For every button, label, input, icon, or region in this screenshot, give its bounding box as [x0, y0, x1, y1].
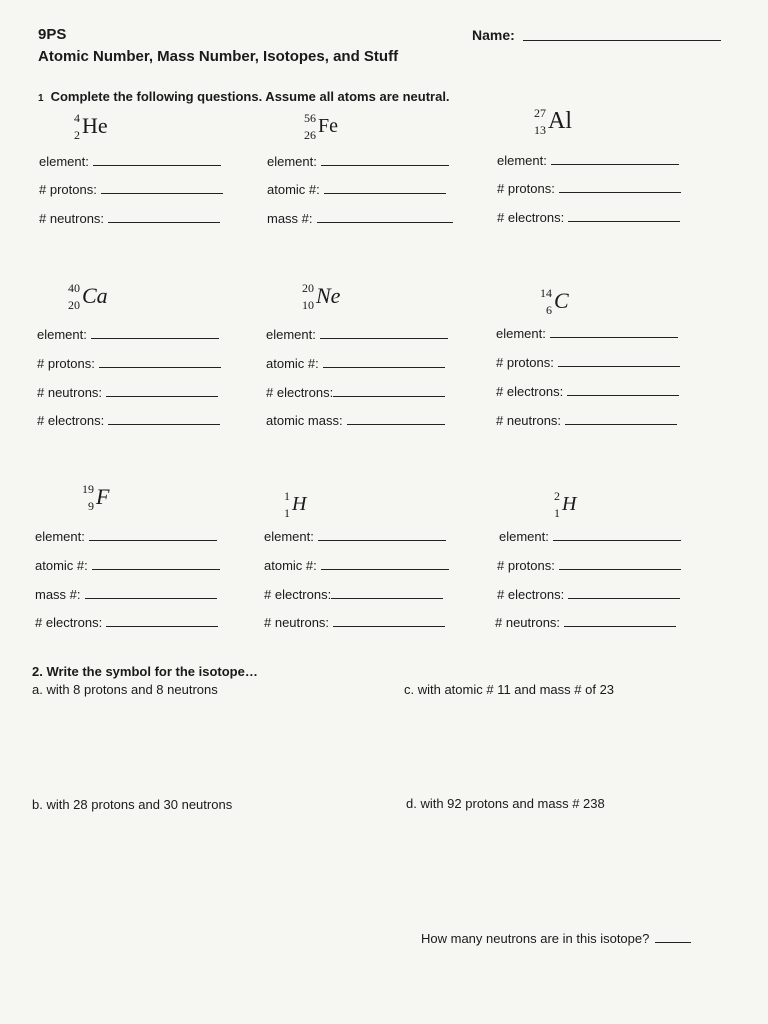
element-symbol: Fe	[318, 115, 338, 137]
field-label: # protons:	[39, 182, 97, 197]
mass-number: 40	[68, 281, 80, 295]
atomic-number: 9	[88, 499, 94, 513]
answer-field[interactable]	[264, 558, 449, 574]
atomic-number: 10	[302, 298, 314, 312]
answer-field[interactable]	[496, 413, 677, 429]
answer-blank[interactable]	[331, 588, 443, 599]
answer-field[interactable]	[264, 587, 443, 603]
field-label: element:	[497, 153, 547, 168]
field-label: # electrons:	[37, 413, 105, 428]
element-symbol: H	[562, 493, 577, 515]
field-label: atomic #:	[267, 182, 320, 197]
mass-number: 2	[554, 489, 560, 503]
atomic-number: 26	[304, 128, 316, 142]
answer-blank[interactable]	[106, 386, 218, 397]
mass-number: 56	[304, 111, 316, 125]
field-label: # neutrons:	[39, 211, 105, 226]
field-label: # electrons:	[496, 384, 564, 399]
answer-field[interactable]	[266, 327, 448, 343]
question-2c: c. with atomic # 11 and mass # of 23	[404, 682, 615, 697]
element-symbol: He	[82, 113, 108, 138]
atomic-number: 6	[546, 303, 552, 317]
neutron-question-text: How many neutrons are in this isotope?	[421, 931, 650, 946]
answer-field[interactable]	[267, 182, 446, 198]
field-label: # protons:	[37, 356, 95, 371]
field-label: atomic #:	[264, 558, 317, 573]
atomic-number: 1	[284, 506, 290, 520]
field-label: element:	[267, 154, 317, 169]
field-label: # electrons:	[497, 210, 565, 225]
answer-blank[interactable]	[108, 414, 220, 425]
answer-field[interactable]	[35, 558, 220, 574]
element-symbol: Ne	[316, 283, 341, 308]
answer-blank[interactable]	[317, 212, 453, 223]
answer-blank[interactable]	[101, 183, 223, 194]
mass-number: 20	[302, 281, 314, 295]
atomic-number: 1	[554, 506, 560, 520]
answer-field[interactable]	[39, 182, 223, 198]
answer-field[interactable]	[264, 615, 445, 631]
answer-field[interactable]	[39, 154, 221, 170]
field-label: atomic #:	[266, 356, 319, 371]
answer-field[interactable]	[496, 326, 678, 342]
answer-field[interactable]	[39, 211, 220, 227]
element-symbol: F	[96, 484, 110, 509]
field-label: element:	[35, 529, 85, 544]
question-2d: d. with 92 protons and mass # 238	[406, 796, 605, 811]
neutron-count-question	[421, 931, 691, 946]
answer-blank[interactable]	[320, 328, 448, 339]
answer-blank[interactable]	[99, 357, 221, 368]
answer-blank[interactable]	[89, 530, 217, 541]
answer-field[interactable]	[37, 327, 219, 343]
answer-field[interactable]	[497, 210, 680, 226]
answer-field[interactable]	[267, 154, 449, 170]
field-label: element:	[499, 529, 549, 544]
field-label: # neutrons:	[37, 385, 103, 400]
mass-number: 27	[534, 106, 546, 120]
answer-blank[interactable]	[347, 414, 445, 425]
answer-field[interactable]	[37, 356, 221, 372]
field-label: mass #:	[267, 211, 313, 226]
question-2-title: 2. Write the symbol for the isotope…	[32, 664, 258, 679]
element-symbol: C	[554, 288, 569, 313]
question-1-text: Complete the following questions. Assume all atoms are neutral.	[50, 89, 450, 104]
answer-blank[interactable]	[106, 616, 218, 627]
field-label: # protons:	[497, 558, 555, 573]
field-label: element:	[266, 327, 316, 342]
element-symbol: Ca	[82, 283, 108, 308]
answer-blank[interactable]	[564, 616, 676, 627]
answer-field[interactable]	[37, 413, 220, 429]
field-label: # neutrons:	[495, 615, 561, 630]
field-label: # electrons:	[264, 587, 332, 602]
field-label: # electrons:	[497, 587, 565, 602]
field-label: element:	[39, 154, 89, 169]
answer-blank[interactable]	[558, 356, 680, 367]
answer-blank[interactable]	[567, 385, 679, 396]
field-label: atomic mass:	[266, 413, 343, 428]
answer-blank[interactable]	[321, 559, 449, 570]
question-2a: a. with 8 protons and 8 neutrons	[32, 682, 218, 697]
answer-blank[interactable]	[559, 559, 681, 570]
answer-field[interactable]	[266, 356, 445, 372]
answer-blank[interactable]	[108, 212, 220, 223]
name-label: Name:	[472, 27, 515, 43]
answer-blank[interactable]	[565, 414, 677, 425]
field-label: element:	[496, 326, 546, 341]
answer-blank[interactable]	[550, 327, 678, 338]
question-2b: b. with 28 protons and 30 neutrons	[32, 797, 233, 812]
answer-blank[interactable]	[559, 182, 681, 193]
answer-field[interactable]	[35, 587, 217, 603]
atomic-number: 2	[74, 128, 80, 142]
answer-field[interactable]	[266, 413, 445, 429]
answer-blank[interactable]	[91, 328, 219, 339]
atomic-number: 20	[68, 298, 80, 312]
answer-field[interactable]	[496, 355, 680, 371]
answer-blank[interactable]	[568, 588, 680, 599]
mass-number: 4	[74, 111, 80, 125]
answer-field[interactable]	[495, 615, 676, 631]
answer-field[interactable]	[35, 615, 218, 631]
answer-field[interactable]	[497, 558, 681, 574]
atomic-number: 13	[534, 123, 546, 137]
element-symbol: H	[292, 493, 307, 515]
field-label: element:	[264, 529, 314, 544]
answer-blank[interactable]	[85, 588, 217, 599]
answer-field[interactable]	[264, 529, 446, 545]
answer-field[interactable]	[267, 211, 453, 227]
mass-number: 14	[540, 286, 552, 300]
field-label: # neutrons:	[496, 413, 562, 428]
field-label: # electrons:	[35, 615, 103, 630]
mass-number: 1	[284, 489, 290, 503]
field-label: # electrons:	[266, 385, 334, 400]
answer-blank[interactable]	[333, 616, 445, 627]
field-label: element:	[37, 327, 87, 342]
answer-blank[interactable]	[568, 211, 680, 222]
class-code: 9PS	[38, 26, 67, 43]
answer-field[interactable]	[37, 385, 218, 401]
answer-blank[interactable]	[92, 559, 220, 570]
worksheet-title: Atomic Number, Mass Number, Isotopes, and Stuff	[38, 48, 399, 65]
element-symbol: Al	[548, 108, 572, 134]
answer-field[interactable]	[496, 384, 679, 400]
field-label: # neutrons:	[264, 615, 330, 630]
question-1-instruction	[38, 89, 450, 104]
answer-blank[interactable]	[321, 155, 449, 166]
field-label: atomic #:	[35, 558, 88, 573]
answer-blank[interactable]	[93, 155, 221, 166]
answer-blank[interactable]	[323, 357, 445, 368]
neutron-answer-blank[interactable]	[655, 932, 691, 943]
answer-blank[interactable]	[553, 530, 681, 541]
field-label: mass #:	[35, 587, 81, 602]
name-field[interactable]	[523, 40, 721, 41]
answer-blank[interactable]	[324, 183, 446, 194]
answer-field[interactable]	[35, 529, 217, 545]
answer-blank[interactable]	[551, 154, 679, 165]
mass-number: 19	[82, 482, 94, 496]
answer-field[interactable]	[497, 153, 679, 169]
answer-field[interactable]	[499, 529, 681, 545]
answer-blank[interactable]	[318, 530, 446, 541]
field-label: # protons:	[497, 181, 555, 196]
field-label: # protons:	[496, 355, 554, 370]
answer-field[interactable]	[497, 181, 681, 197]
answer-field[interactable]	[266, 385, 445, 401]
answer-field[interactable]	[497, 587, 680, 603]
answer-blank[interactable]	[333, 386, 445, 397]
question-number: 1	[38, 93, 44, 104]
